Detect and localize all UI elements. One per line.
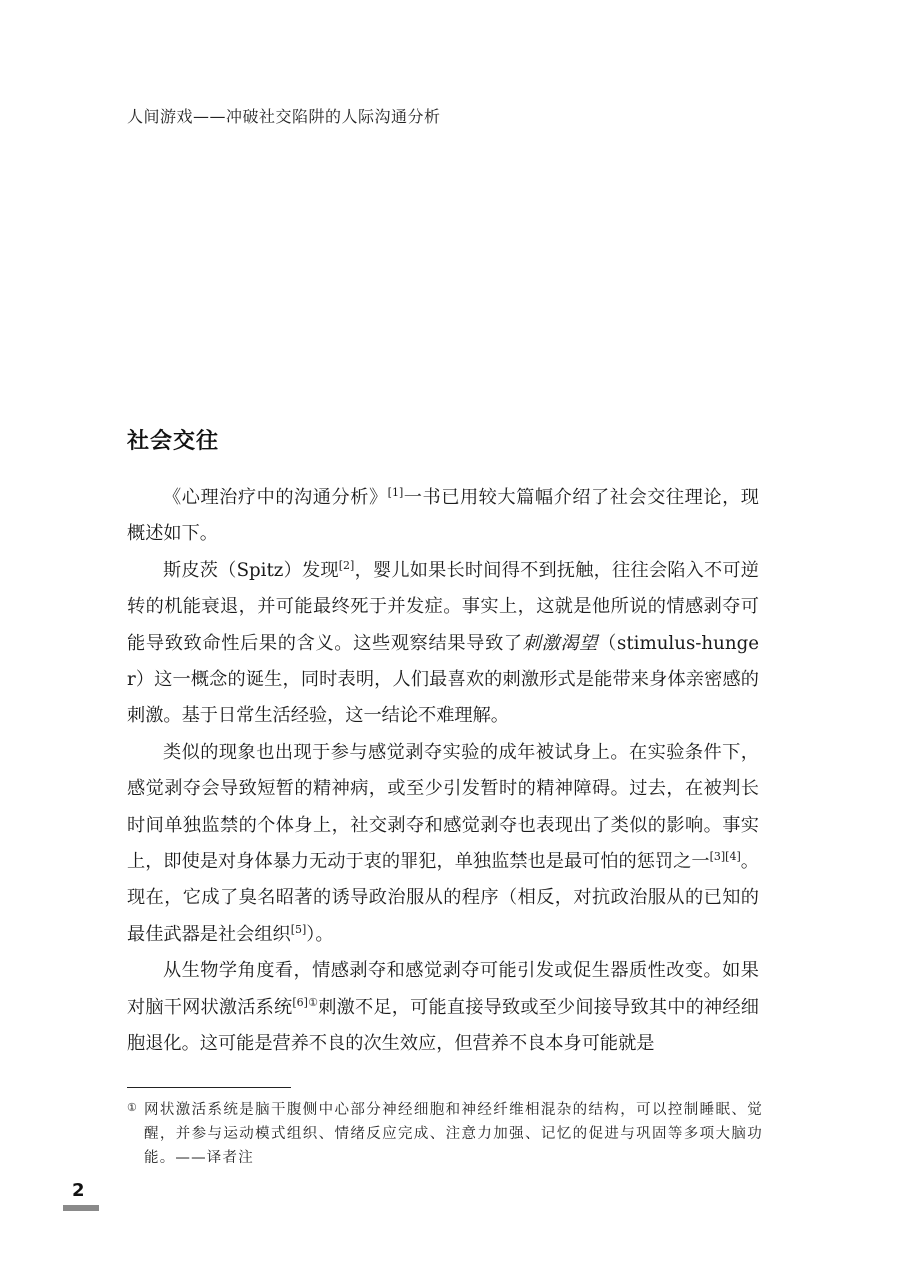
- paragraph-text: 刺激不足，可能直接导致或至少间接导致其中的神经细胞退化。这可能是营养不良的次生效应，但营养不良本身可能就是: [127, 996, 759, 1055]
- paragraph-text: 《心理治疗中的沟通分析》: [163, 487, 388, 508]
- citation-reference: [2]: [338, 558, 355, 572]
- body-paragraph: [127, 553, 759, 735]
- page-number: 2: [72, 1180, 85, 1201]
- footnote-text: 网状激活系统是脑干腹侧中心部分神经细胞和神经纤维相混杂的结构，可以控制睡眠、觉醒，并参与运动模式组织、情绪反应完成、注意力加强、记忆的促进与巩固等多项大脑功能。——译者注: [144, 1102, 763, 1166]
- body-paragraph: [127, 735, 759, 953]
- citation-reference: [5]: [290, 922, 307, 936]
- citation-reference: [3][4]: [709, 850, 741, 863]
- paragraph-text: 一书已用较大篇幅介绍了社会交往理论，现概述如下。: [127, 487, 759, 545]
- running-header: 人间游戏——冲破社交陷阱的人际沟通分析: [127, 107, 441, 126]
- paragraph-text: 斯皮茨（Spitz）发现: [163, 559, 339, 581]
- body-paragraph: [127, 953, 759, 1062]
- citation-reference: [6]①: [292, 995, 319, 1009]
- footnote: [127, 1098, 763, 1170]
- body-text: [127, 480, 759, 1063]
- footnote-marker: ①: [127, 1101, 137, 1114]
- paragraph-text: ，婴儿如果长时间得不到抚触，往往会陷入不可逆转的机能衰退，并可能最终死于并发症。事实上，这就是他所说的情感剥夺可能导致致命性后果的含义。这些观察结果导致了: [127, 559, 759, 654]
- paragraph-text: （stimulus-hunger）这一概念的诞生，同时表明，人们最喜欢的刺激形式是能带来身体亲密感的刺激。基于日常生活经验，这一结论不难理解。: [127, 632, 759, 727]
- footnote-divider: [127, 1087, 291, 1088]
- citation-reference: [1]: [387, 485, 404, 499]
- page-number-bar: [63, 1205, 99, 1211]
- paragraph-text: 类似的现象也出现于参与感觉剥夺实验的成年被试身上。在实验条件下，感觉剥夺会导致短暂的精神病，或至少引发暂时的精神障碍。过去，在被判长时间单独监禁的个体身上，社交剥夺和感觉剥夺也表现出了类似的影响。事实上，即使是对身体暴力无动于衷的罪犯，单独监禁也是最可怕的惩罚之一: [127, 741, 759, 873]
- section-title: 社会交往: [127, 429, 220, 454]
- paragraph-text: 从生物学角度看，情感剥夺和感觉剥夺可能引发或促生器质性改变。如果对脑干网状激活系统: [127, 960, 759, 1018]
- paragraph-text: ）。: [306, 923, 334, 945]
- emphasized-term: 刺激渴望: [522, 632, 599, 654]
- paragraph-text: 。现在，它成了臭名昭著的诱导政治服从的程序（相反，对抗政治服从的已知的最佳武器是社会组织: [127, 851, 759, 945]
- body-paragraph: [127, 480, 759, 553]
